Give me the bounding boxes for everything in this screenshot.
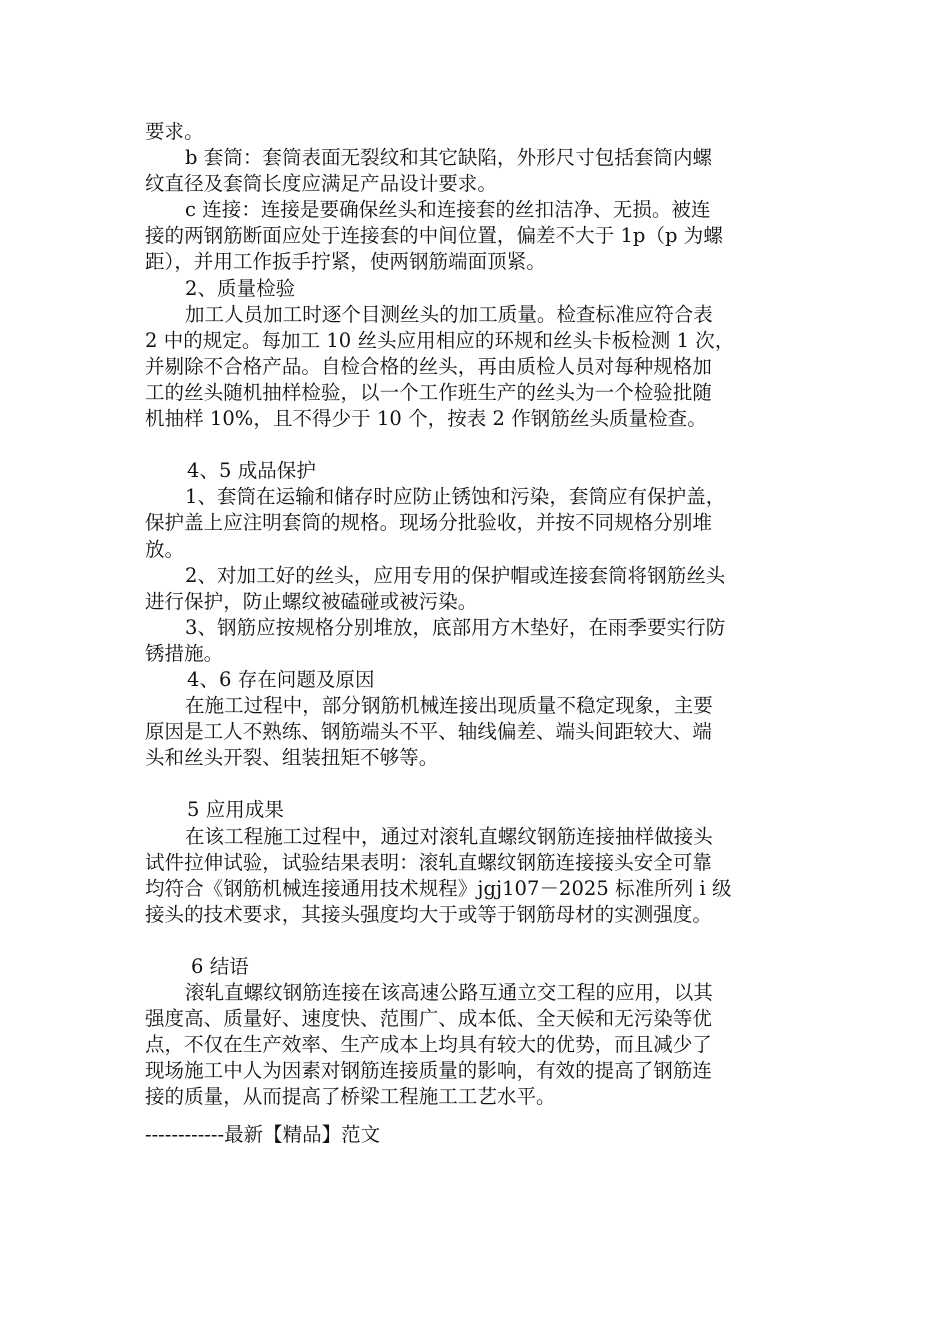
text-line: 滚轧直螺纹钢筋连接在该高速公路互通立交工程的应用，以其: [185, 981, 713, 1005]
section-heading: 4、5 成品保护: [187, 459, 316, 483]
text-line: 在该工程施工过程中，通过对滚轧直螺纹钢筋连接抽样做接头: [185, 824, 713, 848]
document-body: [145, 119, 805, 1111]
paragraph-gap: [145, 928, 805, 954]
text-line: 均符合《钢筋机械连接通用技术规程》jgj107－2025 标准所列 i 级: [145, 876, 732, 900]
text-line: 原因是工人不熟练、钢筋端头不平、轴线偏差、端头间距较大、端: [145, 720, 712, 744]
text-line: 强度高、质量好、速度快、范围广、成本低、全天候和无污染等优: [145, 1007, 712, 1031]
paragraph-gap: [145, 771, 805, 797]
text-line: 保护盖上应注明套筒的规格。现场分批验收，并按不同规格分别堆: [145, 511, 712, 535]
text-line: 并剔除不合格产品。自检合格的丝头，再由质检人员对每种规格加: [145, 354, 712, 378]
text-line: 1、套筒在运输和储存时应防止锈蚀和污染，套筒应有保护盖，: [185, 485, 726, 509]
footer-text: ------------最新【精品】范文: [145, 1123, 381, 1146]
text-line: 锈措施。: [145, 641, 224, 665]
text-line: 头和丝头开裂、组装扭矩不够等。: [145, 746, 439, 770]
section-heading: 4、6 存在问题及原因: [187, 667, 375, 691]
text-line: 点，不仅在生产效率、生产成本上均具有较大的优势，而且减少了: [145, 1033, 712, 1057]
text-line: 机抽样 10%，且不得少于 10 个，按表 2 作钢筋丝头质量检查。: [145, 407, 707, 431]
text-line: 接的质量，从而提高了桥梁工程施工工艺水平。: [145, 1085, 556, 1109]
text-line: 3、钢筋应按规格分别堆放，底部用方木垫好，在雨季要实行防: [185, 615, 726, 639]
text-line: 进行保护，防止螺纹被磕碰或被污染。: [145, 589, 478, 613]
section-heading: 2、质量检验: [185, 276, 296, 300]
text-line: 2 中的规定。每加工 10 丝头应用相应的环规和丝头卡板检测 1 次，: [145, 328, 735, 352]
text-line: 试件拉伸试验，试验结果表明：滚轧直螺纹钢筋连接接头安全可靠: [145, 850, 712, 874]
section-heading: 5 应用成果: [187, 798, 284, 822]
text-line: 加工人员加工时逐个目测丝头的加工质量。检查标准应符合表: [185, 302, 713, 326]
text-line: 接的两钢筋断面应处于连接套的中间位置，偏差不大于 1p（p 为螺: [145, 224, 723, 248]
text-line: 2、对加工好的丝头，应用专用的保护帽或连接套筒将钢筋丝头: [185, 563, 726, 587]
text-line: 要求。: [145, 120, 204, 143]
section-heading: 6 结语: [191, 955, 249, 978]
text-line: 工的丝头随机抽样检验，以一个工作班生产的丝头为一个检验批随: [145, 380, 712, 404]
text-line: 距），并用工作扳手拧紧，使两钢筋端面顶紧。: [145, 250, 546, 274]
paragraph-gap: [145, 432, 805, 458]
text-line: 现场施工中人为因素对钢筋连接质量的影响，有效的提高了钢筋连: [145, 1059, 712, 1083]
text-line: b 套筒：套筒表面无裂纹和其它缺陷，外形尺寸包括套筒内螺: [185, 146, 713, 170]
text-line: 接头的技术要求，其接头强度均大于或等于钢筋母材的实测强度。: [145, 902, 712, 926]
text-line: c 连接：连接是要确保丝头和连接套的丝扣洁净、无损。被连: [185, 198, 711, 222]
text-line: 放。: [145, 537, 185, 561]
text-line: 纹直径及套筒长度应满足产品设计要求。: [145, 172, 497, 196]
text-line: 在施工过程中，部分钢筋机械连接出现质量不稳定现象，主要: [185, 694, 713, 718]
